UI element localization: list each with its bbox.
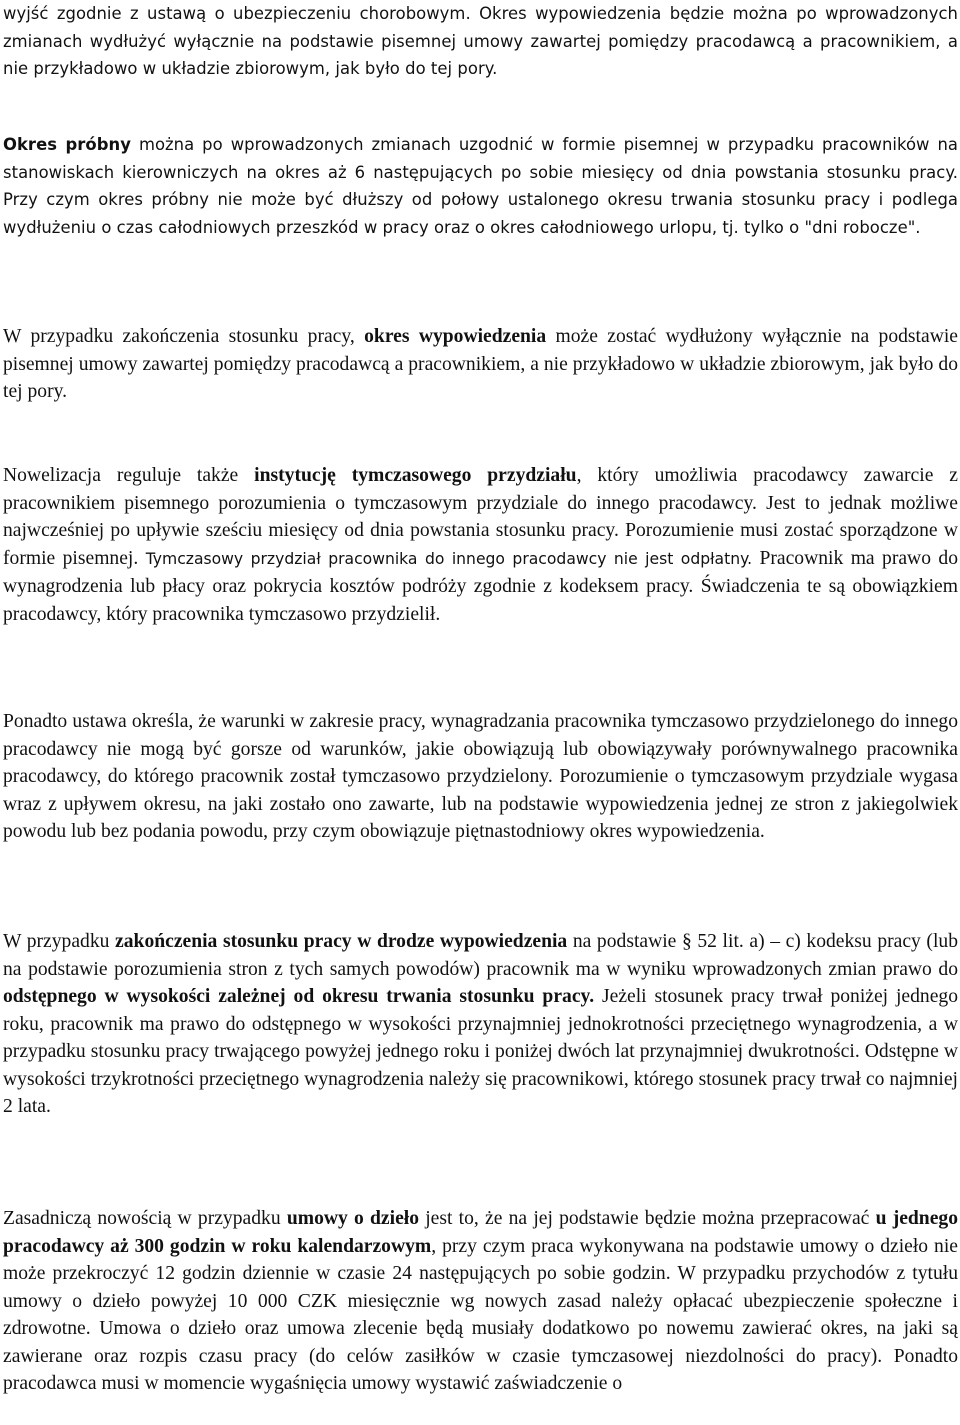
bold-term: Okres próbny (3, 135, 131, 154)
bold-term: umowy o dzieło (286, 1208, 420, 1229)
paragraph-text: Nowelizacja reguluje także (3, 465, 255, 486)
paragraph-probation-period (3, 131, 958, 241)
paragraph-assignment-conditions (3, 708, 958, 846)
bold-term: okres wypowiedzenia (364, 326, 547, 347)
paragraph-text: wyjść zgodnie z ustawą o ubezpieczeniu chorobowym. Okres wypowiedzenia będzie można po wprowadzonych zmianach wydłużyć wyłącznie na podstawie pisemnej umowy zawartej pomiędzy pracodawcą a pracownikiem, a nie przykładowo w układzie zbiorowym, jak było do tej pory. (3, 4, 958, 78)
bold-term: u jednego pracodawcy aż 300 godzin w roku kalendarzowym (3, 1208, 958, 1257)
paragraph-severance-pay (3, 928, 958, 1121)
paragraph-text: W przypadku (3, 931, 116, 952)
paragraph-sick-leave-notice (3, 0, 958, 83)
paragraph-notice-period (3, 323, 958, 406)
bold-term: zakończenia stosunku pracy w drodze wypowiedzenia (115, 931, 568, 952)
paragraph-text: , który umożliwia pracodawcy zawarcie z pracownikiem pisemnego porozumienia o tymczasowym przydziale do innego pracodawcy. Jest to jednak możliwe najwcześniej po upływie sześciu miesięcy od dnia powstania stosunku pracy. Porozumienie musi zostać sporządzone w formie pisemnej. (3, 465, 959, 569)
paragraph-text: Jeżeli stosunek pracy trwał poniżej jednego roku, pracownik ma prawo do odstępnego w wysokości przynajmniej jednokrotności przeciętnego wynagrodzenia, a w przypadku stosunku pracy trwającego powyżej jednego roku i poniżej dwóch lat przynajmniej dwukrotności. Odstępne w wysokości trzykrotności przeciętnego wynagrodzenia należy się pracownikowi, którego stosunek pracy trwał co najmniej 2 lata. (3, 986, 959, 1117)
paragraph-temporary-assignment (3, 462, 958, 628)
paragraph-text-small: Tymczasowy przydział pracownika do innego pracodawcy nie jest odpłatny. (145, 549, 753, 568)
paragraph-text: Pracownik ma prawo do wynagrodzenia lub płacy oraz pokrycia kosztów podróży zgodnie z kodeksem pracy. Świadczenia te są obowiązkiem pracodawcy, który pracownika tymczasowo przydzielił. (3, 547, 958, 625)
paragraph-text: można po wprowadzonych zmianach uzgodnić w formie pisemnej w przypadku pracowników na stanowiskach kierowniczych na okres aż 6 następujących po sobie miesięcy od dnia powstania stosunku pracy. Przy czym okres próbny nie może być dłuższy od połowy ustalonego okresu trwania stosunku pracy i podlega wydłużeniu o czas całodniowych przeszkód w pracy oraz o okres całodniowego urlopu, tj. tylko o "dni robocze". (3, 135, 958, 237)
paragraph-text: Ponadto ustawa określa, że warunki w zakresie pracy, wynagradzania pracownika tymczasowo przydzielonego do innego pracodawcy nie mogą być gorsze od warunków, jakie obowiązują lub obowiązywały porównywalnego pracownika pracodawcy, do którego pracownik został tymczasowo przydzielony. Porozumienie o tymczasowym przydziale wygasa wraz z upływem okresu, na jaki zostało ono zawarte, lub na podstawie wypowiedzenia jednej ze stron z jakiegolwiek powodu lub bez podania powodu, przy czym obowiązuje piętnastodniowy okres wypowiedzenia. (3, 711, 958, 842)
paragraph-work-contract (3, 1205, 958, 1398)
paragraph-text: Zasadniczą nowością w przypadku (3, 1208, 287, 1229)
bold-term: instytucję tymczasowego przydziału (254, 465, 577, 486)
paragraph-text: jest to, że na jej podstawie będzie można przepracować (419, 1208, 876, 1229)
bold-term: odstępnego w wysokości zależnej od okresu trwania stosunku pracy. (3, 986, 595, 1007)
paragraph-text: , przy czym praca wykonywana na podstawie umowy o dzieło nie może przekroczyć 12 godzin dziennie w czasie 24 następujących po sobie godzin. W przypadku przychodów z tytułu umowy o dzieło powyżej 10 000 CZK miesięcznie wg nowych zasad należy opłacać ubezpieczenie społeczne i zdrowotne. Umowa o dzieło oraz umowa zlecenie będą musiały dodatkowo po nowemu zawierać okres, na jaki są zawierane oraz rozpis czasu pracy (do celów zasiłków w czasie tymczasowej niezdolności do pracy). Ponadto pracodawca musi w momencie wygaśnięcia umowy wystawić zaświadczenie o (3, 1235, 958, 1394)
paragraph-text: może zostać wydłużony wyłącznie na podstawie pisemnej umowy zawartej pomiędzy pracodawcą a pracownikiem, a nie przykładowo w układzie zbiorowym, jak było do tej pory. (3, 326, 958, 402)
paragraph-text: W przypadku zakończenia stosunku pracy, (3, 326, 365, 347)
paragraph-text: na podstawie § 52 lit. a) – c) kodeksu pracy (lub na podstawie porozumienia stron z tych samych powodów) pracownik ma w wyniku wprowadzonych zmian prawo do (3, 931, 958, 980)
